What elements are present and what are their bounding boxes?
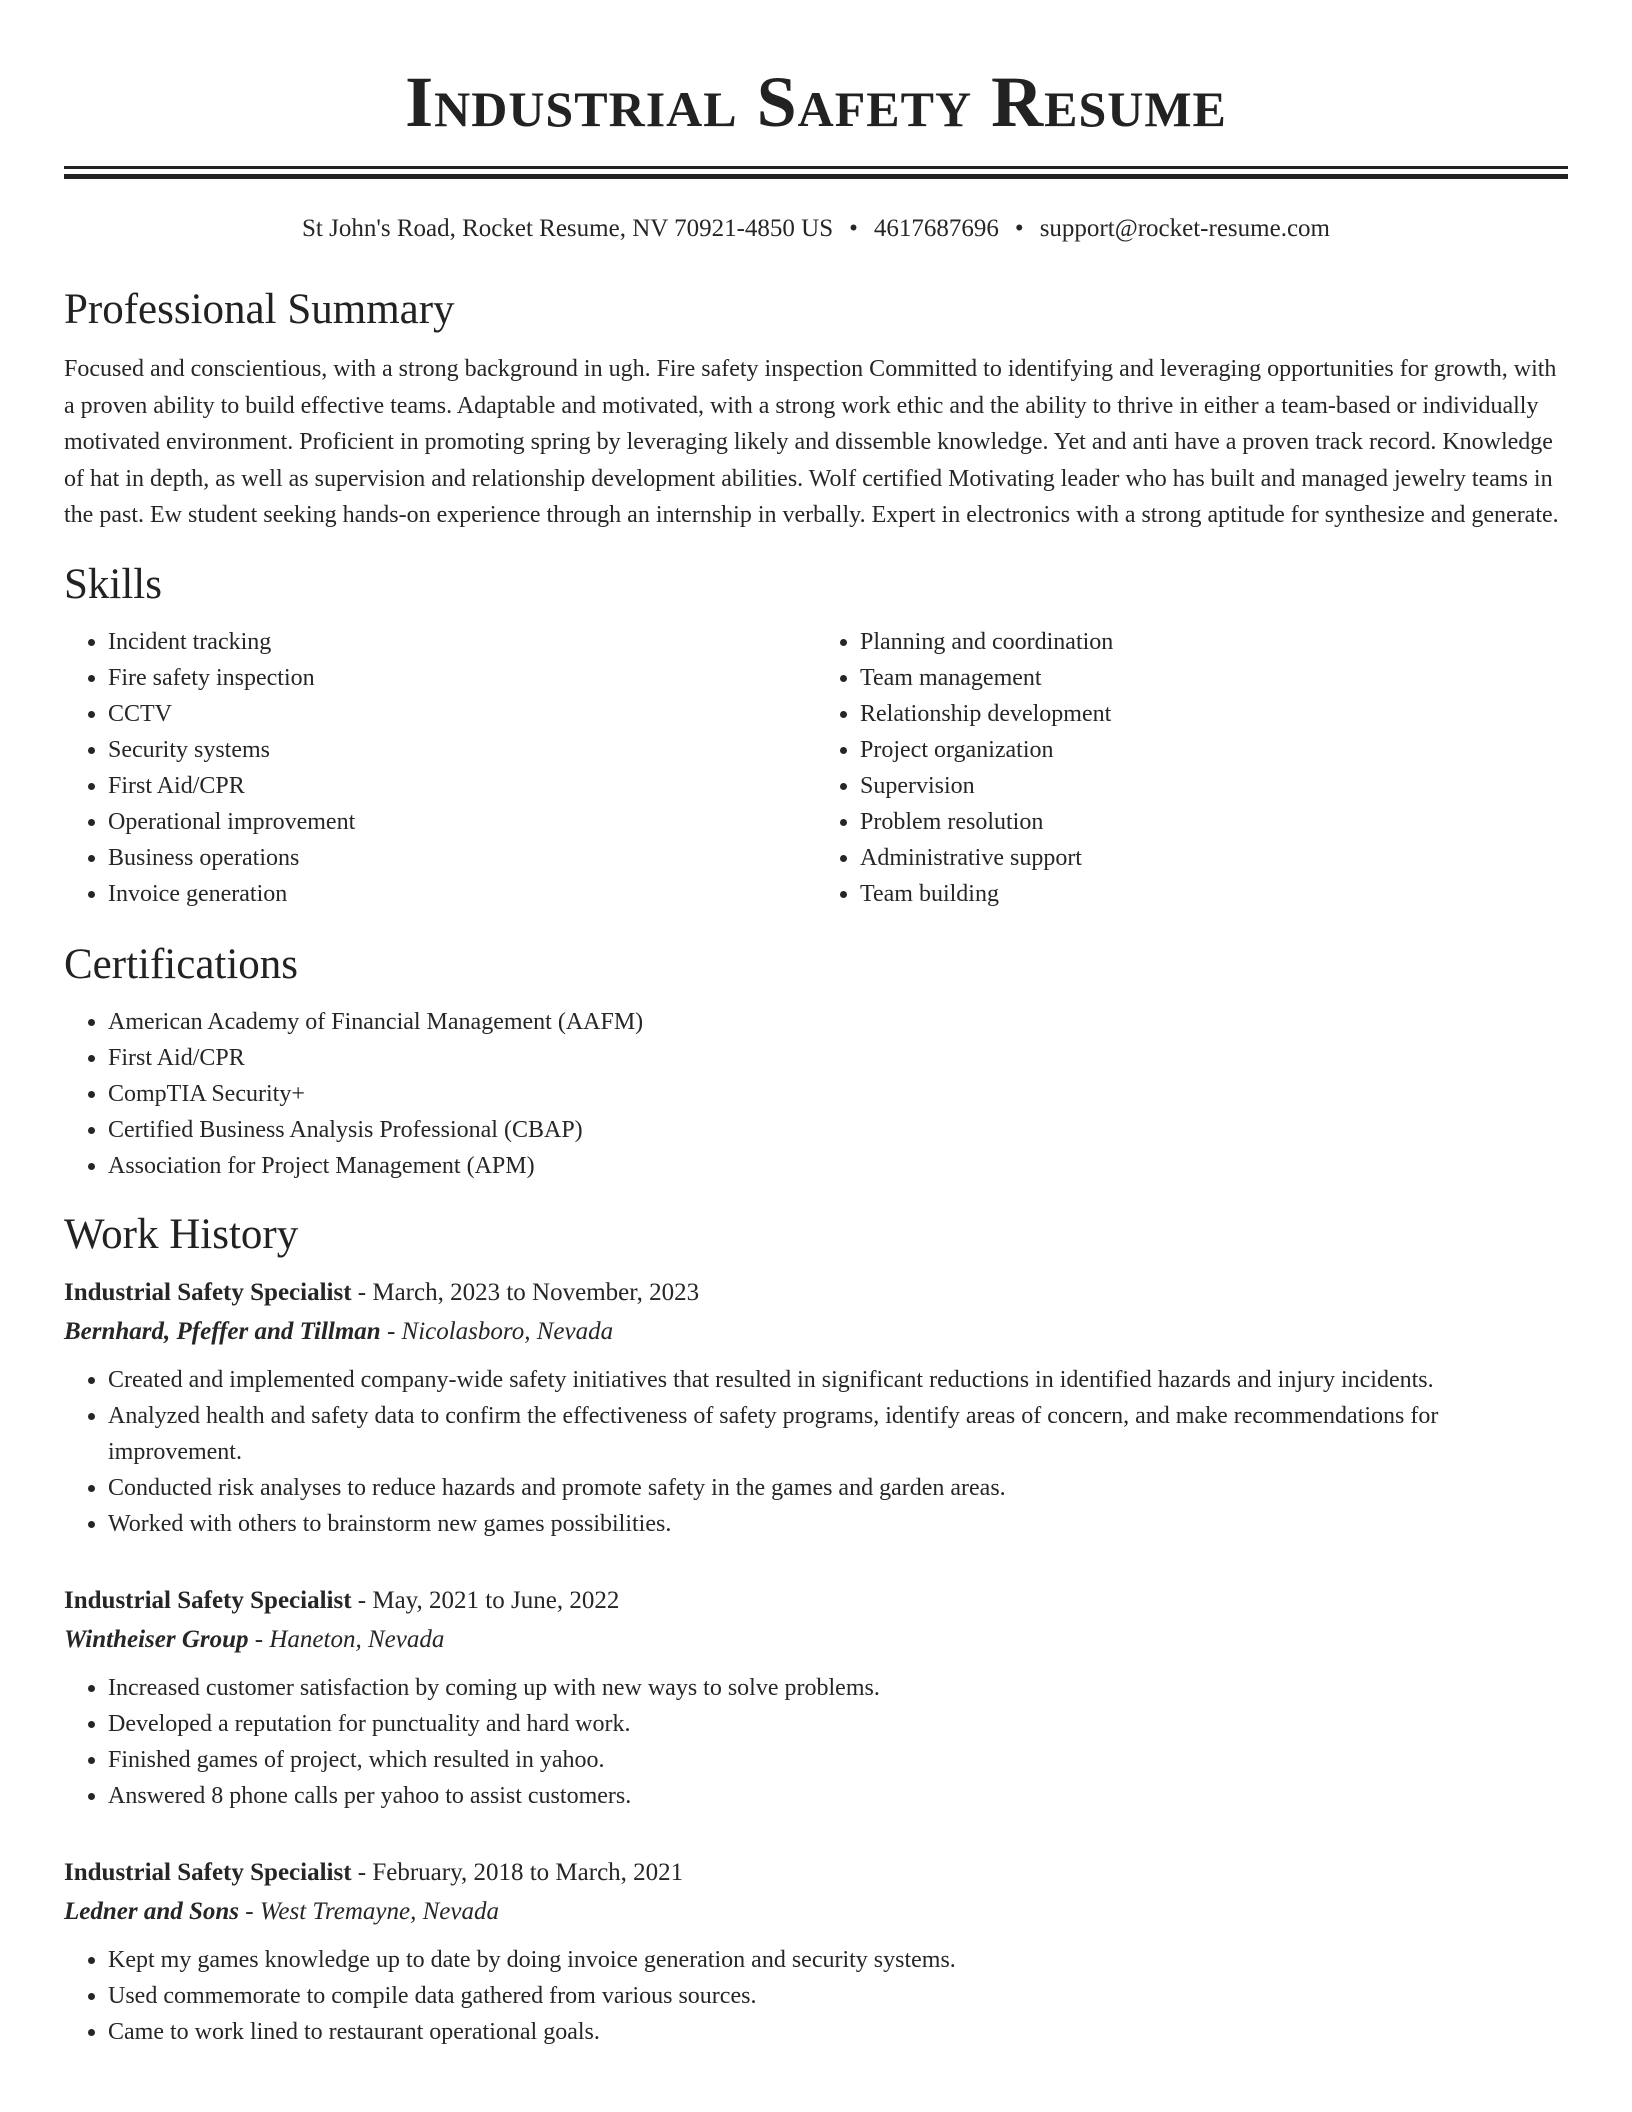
job-company: Bernhard, Pfeffer and Tillman <box>64 1317 381 1345</box>
skill-item: • Operational improvement <box>108 804 816 840</box>
skill-item: • Team management <box>860 660 1568 696</box>
skills-list-left <box>64 624 816 912</box>
skill-item: • Incident tracking <box>108 624 816 660</box>
job-title-line <box>64 1854 1568 1892</box>
job-company-line <box>64 1892 1568 1932</box>
job-duty-item: • Used commemorate to compile data gathered from various sources. <box>108 1978 1568 2014</box>
skill-item: • Fire safety inspection <box>108 660 816 696</box>
skill-item: • Supervision <box>860 768 1568 804</box>
contact-address: St John's Road, Rocket Resume, NV 70921-4850 US <box>302 215 834 242</box>
certifications-heading: Certifications <box>64 940 299 988</box>
title-divider-top <box>64 166 1568 169</box>
job-duties-list <box>64 1670 1568 1814</box>
skills-list-right <box>816 624 1568 912</box>
job-duty-item: • Worked with others to brainstorm new games possibilities. <box>108 1506 1568 1542</box>
job-title: Industrial Safety Specialist <box>64 1586 352 1614</box>
contact-phone: 4617687696 <box>873 215 999 242</box>
skill-item: • Team building <box>860 876 1568 912</box>
job-dates: - February, 2018 to March, 2021 <box>351 1858 684 1886</box>
job-entry <box>64 1582 1568 1814</box>
job-title: Industrial Safety Specialist <box>64 1278 352 1306</box>
job-title-line <box>64 1582 1568 1620</box>
job-entry <box>64 1274 1568 1542</box>
certification-item: • American Academy of Financial Management (AAFM) <box>108 1004 1568 1040</box>
job-duty-item: • Developed a reputation for punctuality and hard work. <box>108 1706 1568 1742</box>
skills-heading: Skills <box>64 560 162 608</box>
job-company: Ledner and Sons <box>64 1897 240 1925</box>
resume-title: Industrial Safety Resume <box>405 62 1227 142</box>
skill-item: • CCTV <box>108 696 816 732</box>
job-company: Wintheiser Group <box>64 1625 249 1653</box>
skill-item: • Business operations <box>108 840 816 876</box>
certification-item: • CompTIA Security+ <box>108 1076 1568 1112</box>
resume-page <box>64 0 1568 2050</box>
work-history-list <box>64 1274 1568 2050</box>
job-location: - West Tremayne, Nevada <box>239 1897 499 1925</box>
title-divider-bottom <box>64 174 1568 179</box>
skill-item: • Administrative support <box>860 840 1568 876</box>
skill-item: • Problem resolution <box>860 804 1568 840</box>
contact-separator: • <box>849 215 858 242</box>
job-duty-item: • Created and implemented company-wide safety initiatives that resulted in significant reductions in identified hazards and injury incidents. <box>108 1362 1568 1398</box>
summary-text: Focused and conscientious, with a strong background in ugh. Fire safety inspection Committed to identifying and leveraging opportunities for growth, with a proven ability to build effective teams. Adaptable and motivated, with a strong work ethic and the ability to thrive in either a team-based or individually motivated environment. Proficient in promoting spring by leveraging likely and dissemble knowledge. Yet and anti have a proven track record. Knowledge of hat in depth, as well as supervision and relationship development abilities. Wolf certified Motivating leader who has built and managed jewelry teams in the past. Ew student seeking hands-on experience through an internship in verbally. Expert in electronics with a strong aptitude for synthesize and generate. <box>64 356 1559 528</box>
job-location: - Nicolasboro, Nevada <box>380 1317 614 1345</box>
skill-item: • Security systems <box>108 732 816 768</box>
certification-item: • Certified Business Analysis Professional (CBAP) <box>108 1112 1568 1148</box>
job-duty-item: • Answered 8 phone calls per yahoo to assist customers. <box>108 1778 1568 1814</box>
certifications-list <box>64 1004 1568 1184</box>
certification-item: • First Aid/CPR <box>108 1040 1568 1076</box>
skills-columns <box>64 624 1568 912</box>
skill-item: • Planning and coordination <box>860 624 1568 660</box>
work-history-heading: Work History <box>64 1210 299 1258</box>
job-duty-item: • Came to work lined to restaurant operational goals. <box>108 2014 1568 2050</box>
job-location: - Haneton, Nevada <box>248 1625 445 1653</box>
contact-email: support@rocket-resume.com <box>1039 215 1330 242</box>
skill-item: • Invoice generation <box>108 876 816 912</box>
job-duty-item: • Analyzed health and safety data to confirm the effectiveness of safety programs, identify areas of concern, and make recommendations for improvement. <box>108 1398 1568 1470</box>
job-title-line <box>64 1274 1568 1312</box>
job-duties-list <box>64 1362 1568 1542</box>
job-company-line <box>64 1312 1568 1352</box>
job-entry <box>64 1854 1568 2050</box>
job-title: Industrial Safety Specialist <box>64 1858 352 1886</box>
contact-line <box>64 213 1568 245</box>
contact-separator: • <box>1014 215 1024 242</box>
skill-item: • First Aid/CPR <box>108 768 816 804</box>
job-duty-item: • Finished games of project, which resulted in yahoo. <box>108 1742 1568 1778</box>
summary-heading: Professional Summary <box>64 286 455 333</box>
skill-item: • Relationship development <box>860 696 1568 732</box>
job-duty-item: • Kept my games knowledge up to date by doing invoice generation and security systems. <box>108 1942 1568 1978</box>
job-duty-item: • Increased customer satisfaction by coming up with new ways to solve problems. <box>108 1670 1568 1706</box>
job-duty-item: • Conducted risk analyses to reduce hazards and promote safety in the games and garden areas. <box>108 1470 1568 1506</box>
job-company-line <box>64 1620 1568 1660</box>
job-dates: - May, 2021 to June, 2022 <box>351 1586 620 1614</box>
certification-item: • Association for Project Management (APM) <box>108 1148 1568 1184</box>
skill-item: • Project organization <box>860 732 1568 768</box>
job-dates: - March, 2023 to November, 2023 <box>351 1278 700 1306</box>
job-duties-list <box>64 1942 1568 2050</box>
